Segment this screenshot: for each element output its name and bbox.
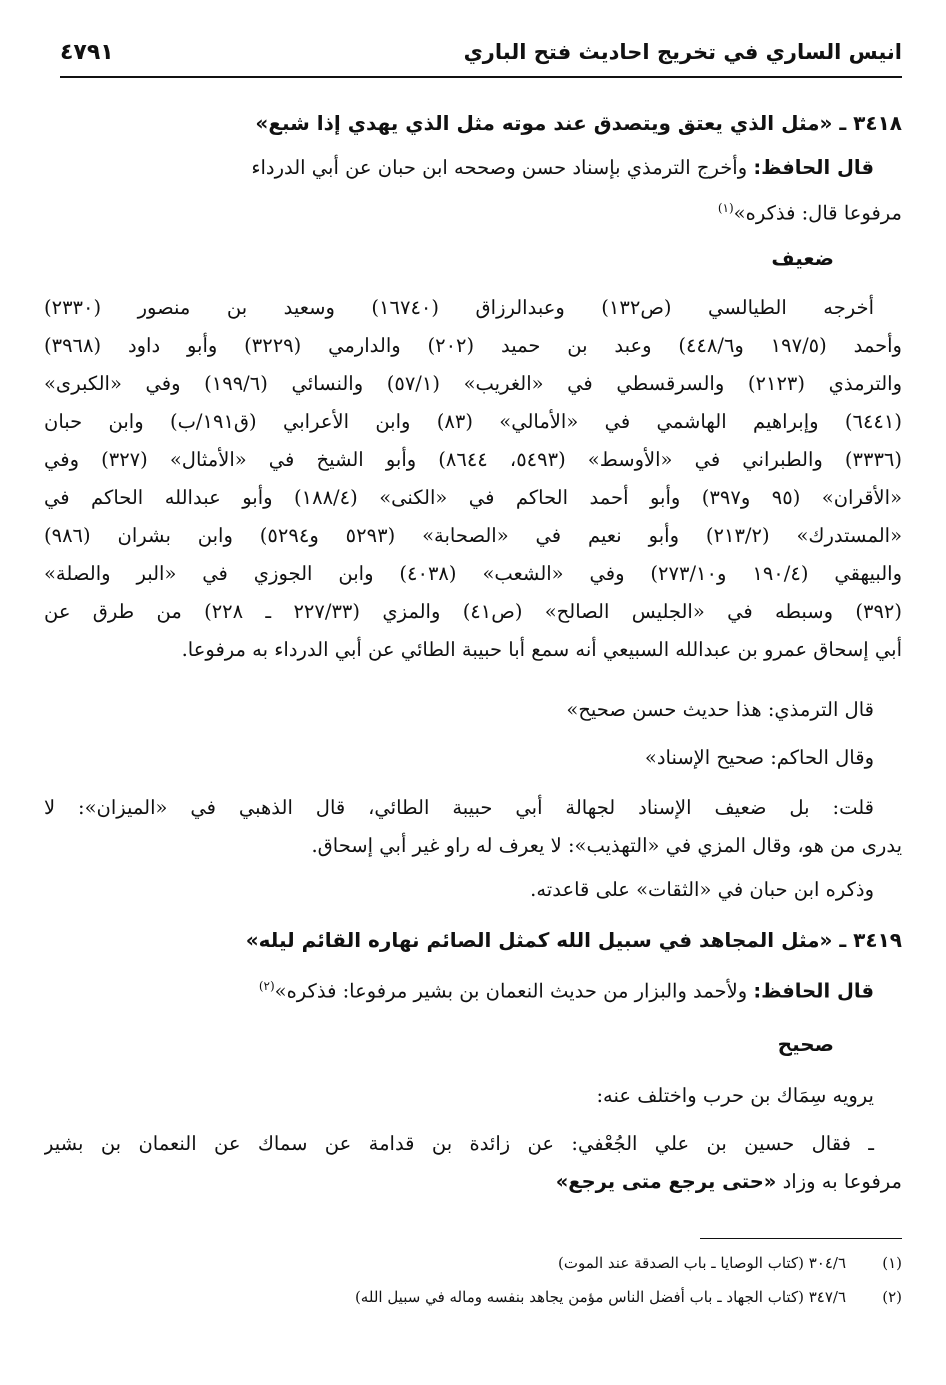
takhrij-line: أبي إسحاق عمرو بن عبدالله السبيعي أنه سمع أبا حبيبة الطائي عن أبي الدرداء به مرفوعا. bbox=[181, 638, 902, 661]
qultu-line: يدرى من هو، وقال المزي في «التهذيب»: لا يعرف له راو غير أبي إسحاق. bbox=[311, 834, 902, 857]
takhrij-line: (٣٩٢) وسبطه في «الجليس الصالح» (ص٤١) والمزي (٢٢٧/٣٣ ـ ٢٢٨) من طرق عن bbox=[44, 600, 902, 623]
footnote-number: (١) bbox=[882, 1254, 902, 1272]
footnote bbox=[44, 1284, 902, 1310]
thiqat-statement: وذكره ابن حبان في «الثقات» على قاعدته. bbox=[530, 878, 874, 901]
hadith-3419-heading: ٣٤١٩ ـ «مثل المجاهد في سبيل الله كمثل الصائم نهاره القائم ليله» bbox=[245, 928, 902, 952]
footnote-rule bbox=[700, 1238, 902, 1239]
body-line bbox=[44, 1164, 902, 1200]
footnote-text: ٣٠٤/٦ (كتاب الوصايا ـ باب الصدقة عند الموت) bbox=[558, 1254, 846, 1272]
takhrij-line: والترمذي (٢١٢٣) والسرقسطي في «الغريب» (٥٧/١) والنسائي (١٩٩/٦) وفي «الكبرى» bbox=[44, 372, 902, 395]
takhrij-line: (٣٣٣٦) والطبراني في «الأوسط» (٥٤٩٣، ٨٦٤٤) وأبو الشيخ في «الأمثال» (٣٢٧) وفي bbox=[44, 448, 902, 471]
footnote bbox=[44, 1250, 902, 1276]
hadith-3419-hafiz-line bbox=[44, 968, 902, 1010]
grade-label: ضعيف bbox=[771, 246, 834, 270]
takhrij-line: «المستدرك» (٢١٣/٢) وأبو نعيم في «الصحابة» (٥٢٩٣ و٥٢٩٤) وابن بشران (٩٨٦) bbox=[44, 524, 902, 547]
footnote-text: ٣٤٧/٦ (كتاب الجهاد ـ باب أفضل الناس مؤمن يجاهد بنفسه وماله في سبيل الله) bbox=[354, 1288, 846, 1306]
takhrij-line: أخرجه الطيالسي (ص١٣٢) وعبدالرزاق (١٦٧٤٠) وسعيد بن منصور (٢٣٣٠) bbox=[44, 296, 875, 319]
takhrij-line: «الأقران» (٩٥ و٣٩٧) وأبو أحمد الحاكم في «الكنى» (١٨٨/٤) وأبو عبدالله الحاكم في bbox=[44, 486, 902, 509]
hafiz-text-2: مرفوعا قال: فذكره» bbox=[733, 201, 902, 225]
page-number: ٤٧٩١ bbox=[60, 40, 114, 65]
body-line: ـ فقال حسين بن علي الجُعْفي: عن زائدة بن قدامة عن سماك عن النعمان بن بشير bbox=[44, 1132, 874, 1155]
footnote-number: (٢) bbox=[882, 1288, 902, 1306]
hadith-3418-hafiz-line bbox=[44, 150, 902, 186]
hadith-3418-hafiz-line-2 bbox=[44, 190, 902, 232]
hafiz-text: ولأحمد والبزار من حديث النعمان بن بشير مرفوعا: فذكره» bbox=[274, 979, 748, 1003]
grade-label: صحيح bbox=[777, 1032, 834, 1056]
hafiz-text: وأخرج الترمذي بإسناد حسن وصححه ابن حبان عن أبي الدرداء bbox=[251, 156, 748, 179]
hakim-statement: وقال الحاكم: صحيح الإسناد» bbox=[644, 746, 874, 769]
header-rule bbox=[60, 76, 902, 78]
running-header bbox=[60, 40, 902, 72]
book-title: انيس الساري في تخريج احاديث فتح الباري bbox=[463, 40, 902, 64]
takhrij-line: والبيهقي (١٩٠/٤ و٢٧٣/١٠) وفي «الشعب» (٤٠٣٨) وابن الجوزي في «البر والصلة» bbox=[44, 562, 902, 585]
takhrij-line: (٦٤٤١) وإبراهيم الهاشمي في «الأمالي» (٨٣) وابن الأعرابي (ق١٩١/ب) وابن حبان bbox=[44, 410, 902, 433]
hafiz-label: قال الحافظ: bbox=[753, 979, 874, 1003]
footnote-ref-1: (١) bbox=[717, 201, 734, 215]
footnote-ref-2: (٢) bbox=[258, 979, 275, 993]
hafiz-label: قال الحافظ: bbox=[753, 156, 874, 179]
tirmidhi-statement: قال الترمذي: هذا حديث حسن صحيح» bbox=[566, 698, 874, 721]
takhrij-line: وأحمد (١٩٧/٥ و٤٤٨/٦) وعبد بن حميد (٢٠٢) والدارمي (٣٢٢٩) وأبو داود (٣٩٦٨) bbox=[44, 334, 902, 357]
body-quote: «حتى يرجع متى يرجع» bbox=[555, 1170, 777, 1193]
hadith-3418-heading: ٣٤١٨ ـ «مثل الذي يعتق ويتصدق عند موته مثل الذي يهدي إذا شبع» bbox=[255, 111, 902, 135]
qultu-line: قلت: بل ضعيف الإسناد لجهالة أبي حبيبة الطائي، قال الذهبي في «الميزان»: لا bbox=[44, 796, 874, 819]
body-plain: مرفوعا به وزاد bbox=[782, 1170, 902, 1193]
body-line: يرويه سِمَاك بن حرب واختلف عنه: bbox=[596, 1084, 874, 1107]
